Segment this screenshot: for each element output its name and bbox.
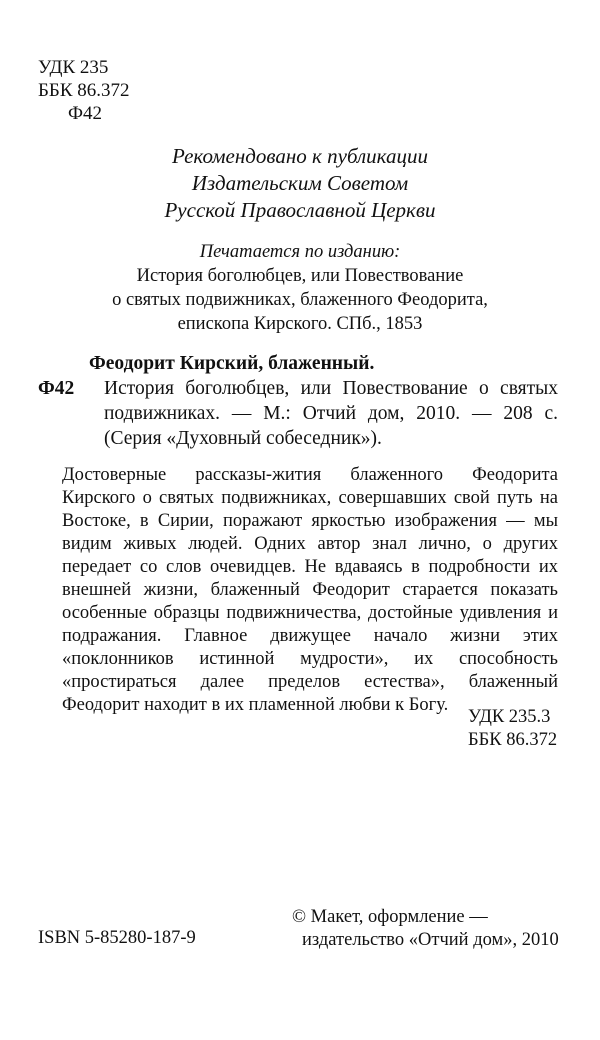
isbn: ISBN 5-85280-187-9 xyxy=(38,928,196,948)
recommendation-line: Русской Православной Церкви xyxy=(164,198,436,222)
copyright-line: издательство «Отчий дом», 2010 xyxy=(302,930,559,950)
catalog-code: Ф42 xyxy=(38,378,75,399)
source-edition-line: о святых подвижниках, блаженного Феодорита, xyxy=(112,290,488,310)
author-sign: Ф42 xyxy=(68,103,103,124)
recommendation-line: Рекомендовано к публикации xyxy=(172,144,428,168)
recommendation xyxy=(0,143,600,224)
udk-code-full: УДК 235.3 xyxy=(468,707,551,727)
annotation-text: Достоверные рассказы-жития блаженного Феодорита Кирского о святых подвижниках, совершавших свой путь на Востоке, в Сирии, поражают яркостью изображения — мы видим живых людей. Одних автор знал лично, о других передает со слов очевидцев. Не вдаваясь в подробности их внешней жизни, блаженный Феодорит старается показать особенные образцы подвижничества, достойные удивления и подражания. Главное движущее начало жизни этих «поклонников истинной мудрости», их способность «простираться далее пределов естества», блаженный Феодорит находит в их пламенной любви к Богу. xyxy=(62,465,558,715)
source-edition-line: История боголюбцев, или Повествование xyxy=(136,266,464,286)
recommendation-line: Издательским Советом xyxy=(191,171,409,195)
classification-bottom xyxy=(468,706,557,752)
source-edition-lead: Печатается по изданию: xyxy=(199,242,401,262)
udk-code: УДК 235 xyxy=(38,57,109,78)
bbk-code: ББК 86.372 xyxy=(38,80,130,101)
source-edition xyxy=(0,240,600,336)
catalog-description: История боголюбцев, или Повествование о святых подвижниках. — М.: Отчий дом, 2010. — 208 с. (Серия «Духовный собеседник»). xyxy=(104,378,558,449)
copyright-line: © Макет, оформление — xyxy=(292,907,488,927)
classification-top xyxy=(38,56,130,125)
catalog-entry xyxy=(38,351,558,451)
catalog-author: Феодорит Кирский, блаженный. xyxy=(89,353,375,374)
source-edition-line: епископа Кирского. СПб., 1853 xyxy=(177,314,423,334)
copyright-notice xyxy=(292,906,559,952)
bbk-code-full: ББК 86.372 xyxy=(468,730,558,750)
